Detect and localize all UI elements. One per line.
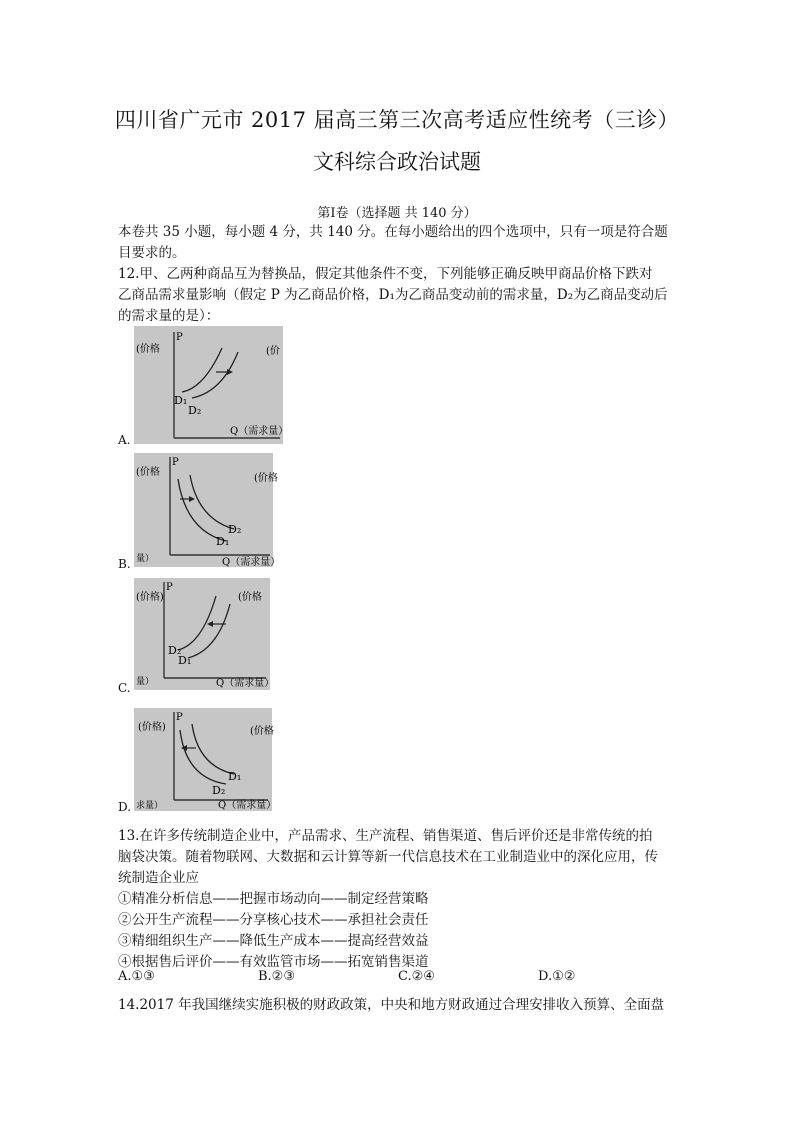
price-axis-label-right: (价 bbox=[266, 346, 280, 357]
quantity-axis-label: Q（需求量） bbox=[222, 557, 281, 568]
exam-title: 四川省广元市 2017 届高三第三次高考适应性统考（三诊） bbox=[114, 108, 680, 132]
quantity-axis-label: Q（需求量） bbox=[230, 426, 289, 437]
instructions-line: 本卷共 35 小题，每小题 4 分，共 140 分。在每小题给出的四个选项中，只有一项是符合题 bbox=[118, 224, 668, 240]
quantity-axis-label-left: 量） bbox=[136, 554, 155, 564]
statement-item: ①精准分析信息——把握市场动向——制定经营策略 bbox=[118, 891, 429, 907]
option-b-graph bbox=[134, 453, 281, 568]
price-axis-label-right: (价格 bbox=[254, 473, 278, 484]
exam-subtitle: 文科综合政治试题 bbox=[313, 150, 481, 174]
question-13-stem bbox=[118, 826, 678, 973]
question-line: 乙商品需求量影响（假定 P 为乙商品价格，D₁为乙商品变动前的需求量，D₂为乙商品变动后 bbox=[118, 287, 668, 303]
question-line: 脑袋决策。随着物联网、大数据和云计算等新一代信息技术在工业制造业中的深化应用，传 bbox=[118, 849, 658, 865]
question-line: 统制造企业应 bbox=[118, 870, 199, 886]
option-b-label[interactable]: B. bbox=[118, 557, 131, 571]
price-axis-label: (价格 bbox=[136, 344, 160, 355]
section-header: 第Ⅰ卷（选择题 共 140 分） bbox=[317, 206, 477, 221]
curve-label-d2: D₂ bbox=[188, 404, 202, 417]
statement-item: ③精细组织生产——降低生产成本——提高经营效益 bbox=[118, 933, 429, 949]
curve-label-d1: D₁ bbox=[216, 535, 230, 548]
curve-label-d1: D₁ bbox=[174, 394, 188, 407]
instructions bbox=[118, 222, 678, 264]
option-d-graph bbox=[134, 708, 277, 811]
option-c-graph bbox=[134, 578, 275, 690]
question-line: 的需求量的是）： bbox=[118, 308, 220, 324]
option-a-graph bbox=[134, 326, 289, 444]
quantity-axis-label: Q（需求量） bbox=[216, 678, 275, 689]
question-14-stem bbox=[118, 995, 678, 1016]
price-axis-label: (价格 bbox=[136, 467, 160, 478]
option-a-label[interactable]: A. bbox=[118, 433, 131, 447]
choice-a[interactable]: A.①③ bbox=[118, 969, 155, 984]
price-axis-letter: P bbox=[166, 582, 173, 593]
price-axis-label: (价格) bbox=[136, 592, 164, 603]
choice-b[interactable]: B.②③ bbox=[258, 969, 295, 984]
option-c-label[interactable]: C. bbox=[118, 681, 131, 695]
quantity-axis-label: Q（需求量） bbox=[218, 800, 277, 811]
question-12-stem bbox=[118, 264, 678, 327]
instructions-line: 目要求的。 bbox=[118, 245, 186, 261]
choice-d[interactable]: D.①② bbox=[538, 969, 576, 984]
curve-label-d2: D₂ bbox=[212, 784, 226, 797]
question-line: 14.2017 年我国继续实施积极的财政政策，中央和地方财政通过合理安排收入预算、全面盘 bbox=[118, 997, 665, 1013]
curve-label-d1: D₁ bbox=[178, 654, 192, 667]
question-line: 13.在许多传统制造企业中，产品需求、生产流程、销售渠道、售后评价还是非常传统的拍 bbox=[118, 828, 653, 844]
price-axis-label-right: (价格 bbox=[250, 726, 274, 737]
quantity-axis-label-left: 量） bbox=[136, 677, 155, 687]
statement-item: ④根据售后评价——有效监管市场——拓宽销售渠道 bbox=[118, 954, 429, 970]
curve-label-d2: D₂ bbox=[168, 644, 182, 657]
statement-item: ②公开生产流程——分享核心技术——承担社会责任 bbox=[118, 912, 429, 928]
quantity-axis-label-left: 求量） bbox=[136, 801, 164, 811]
choice-c[interactable]: C.②④ bbox=[398, 969, 435, 984]
option-d-label[interactable]: D. bbox=[118, 800, 132, 814]
price-axis-letter: P bbox=[176, 332, 183, 343]
price-axis-letter: P bbox=[172, 457, 179, 468]
question-line: 12.甲、乙两种商品互为替换品，假定其他条件不变，下列能够正确反映甲商品价格下跌对 bbox=[118, 266, 653, 282]
price-axis-label-right: (价格 bbox=[238, 592, 262, 603]
price-axis-letter: P bbox=[176, 712, 183, 723]
price-axis-label: (价格) bbox=[138, 722, 166, 733]
curve-label-d2: D₂ bbox=[228, 523, 242, 536]
curve-label-d1: D₁ bbox=[228, 770, 242, 783]
